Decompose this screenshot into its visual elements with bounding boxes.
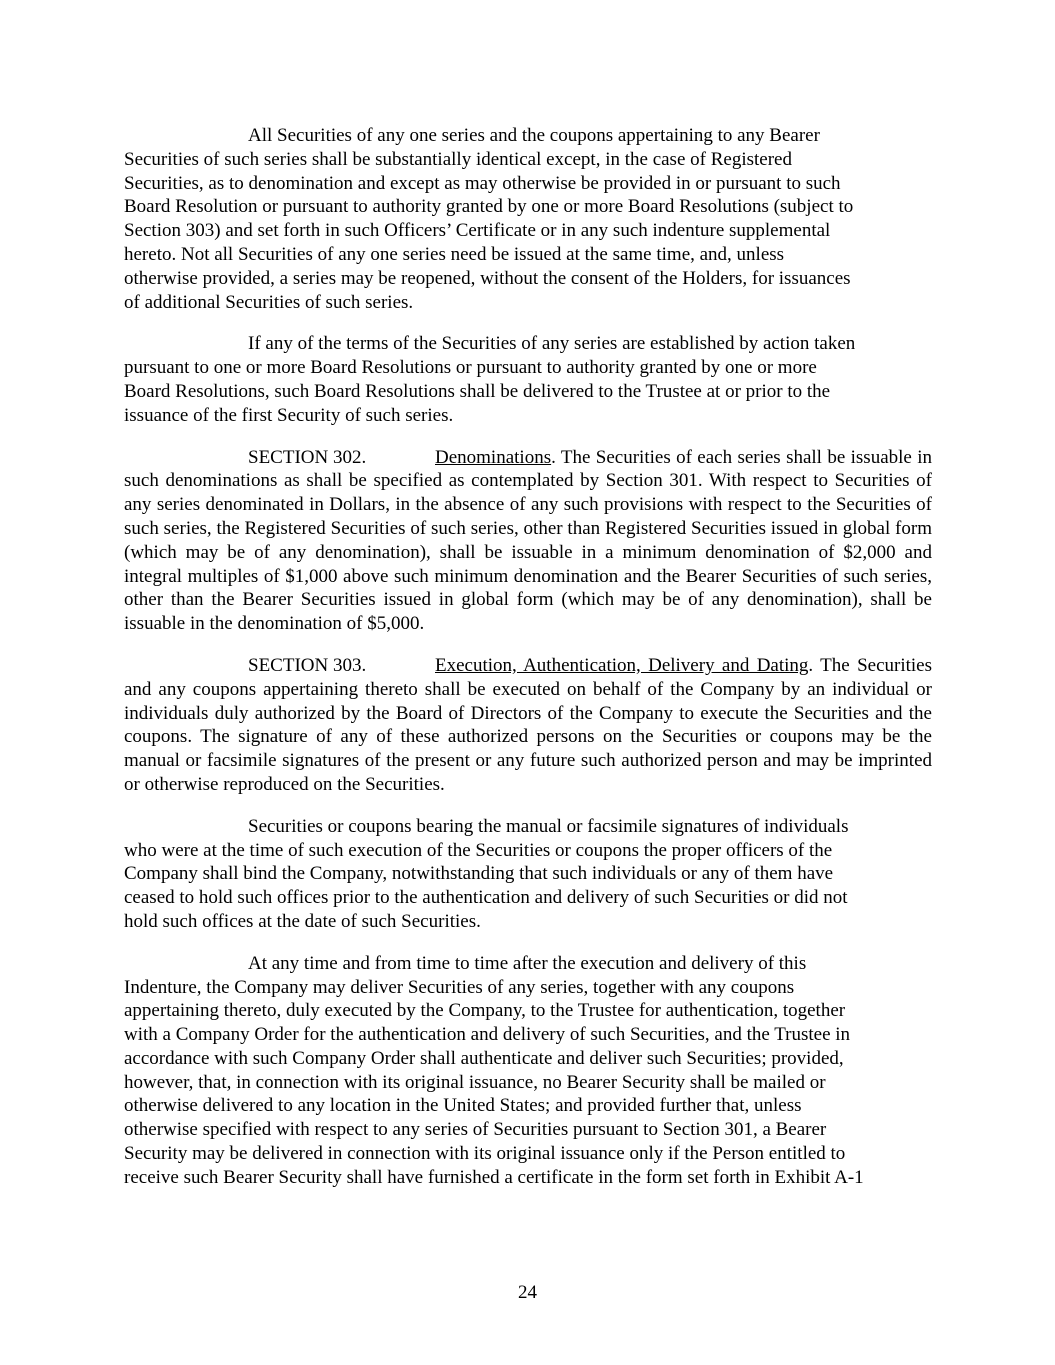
paragraph-securities-identical: All Securities of any one series and the coupons appertaining to any Bearer Securities of such series shall be substantially identical except, in the case of Registered Securities, as to denomination and except as may otherwise be provided in or pursuant to such Board Resolution or pursuant to authority granted by one or more Board Resolutions (subject to Section 303) and set forth in such Officers’ Certificate or in any such indenture supplemental hereto. Not all Securities of any one series need be issued at the same time, and, unless otherwise provided, a series may be reopened, without the consent of the Holders, for issuances of additional Securities of such series.: [124, 125, 854, 313]
section-303-number: SECTION 303.: [248, 654, 367, 676]
section-302-heading: Denominations: [435, 446, 552, 468]
section-302-paragraph: [124, 446, 932, 636]
section-303-heading: Execution, Authentication, Delivery and Dating: [435, 654, 809, 676]
paragraph-delivery-of-securities: At any time and from time to time after the execution and delivery of this Indenture, the Company may deliver Securities of any series, together with any coupons appertaining thereto, duly executed by the Company, to the Trustee for authentication, together with a Company Order for the authentication and delivery of such Securities, and the Trustee in accordance with such Company Order shall authenticate and deliver such Securities; provided, however, that, in connection with its original issuance, no Bearer Security shall be mailed or otherwise delivered to any location in the United States; and provided further that, unless otherwise specified with respect to any series of Securities pursuant to Section 301, a Bearer Security may be delivered in connection with its original issuance only if the Person entitled to receive such Bearer Security shall have furnished a certificate in the form set forth in Exhibit A-1: [124, 952, 864, 1188]
page-number: 24: [518, 1282, 537, 1303]
section-302-number: SECTION 302.: [248, 446, 367, 468]
document-page: [124, 124, 932, 1190]
paragraph-board-resolutions: If any of the terms of the Securities of any series are established by action taken pursuant to one or more Board Resolutions or pursuant to authority granted by one or more Board Resolutions, such Board Resolutions shall be delivered to the Trustee at or prior to the issuance of the first Security of such series.: [124, 333, 856, 426]
section-303-paragraph: [124, 654, 932, 797]
paragraph-facsimile-signatures: Securities or coupons bearing the manual or facsimile signatures of individuals who were at the time of such execution of the Securities or coupons the proper officers of the Company shall bind the Company, notwithstanding that such individuals or any of them have ceased to hold such offices prior to the authentication and delivery of such Securities or did not hold such offices at the date of such Securities.: [124, 815, 849, 932]
section-302-body: . The Securities of each series shall be issuable in such denominations as shall be specified as contemplated by Section 301. With respect to Securities of any series denominated in Dollars, in the absence of any such provisions with respect to the Securities of such series, the Registered Securities of such series, other than Registered Securities issued in global form (which may be of any denomination), shall be issuable in a minimum denomination of $2,000 and integral multiples of $1,000 above such minimum denomination and the Bearer Securities of such series, other than the Bearer Securities issued in global form (which may be of any denomination), shall be issuable in the denomination of $5,000.: [124, 446, 932, 635]
section-303-body: . The Securities and any coupons appertaining thereto shall be executed on behalf of the Company by an individual or individuals duly authorized by the Board of Directors of the Company to execute the Securities and the coupons. The signature of any of these authorized persons on the Securities or coupons may be the manual or facsimile signatures of the present or any future such authorized person and may be imprinted or otherwise reproduced on the Securities.: [124, 654, 932, 795]
